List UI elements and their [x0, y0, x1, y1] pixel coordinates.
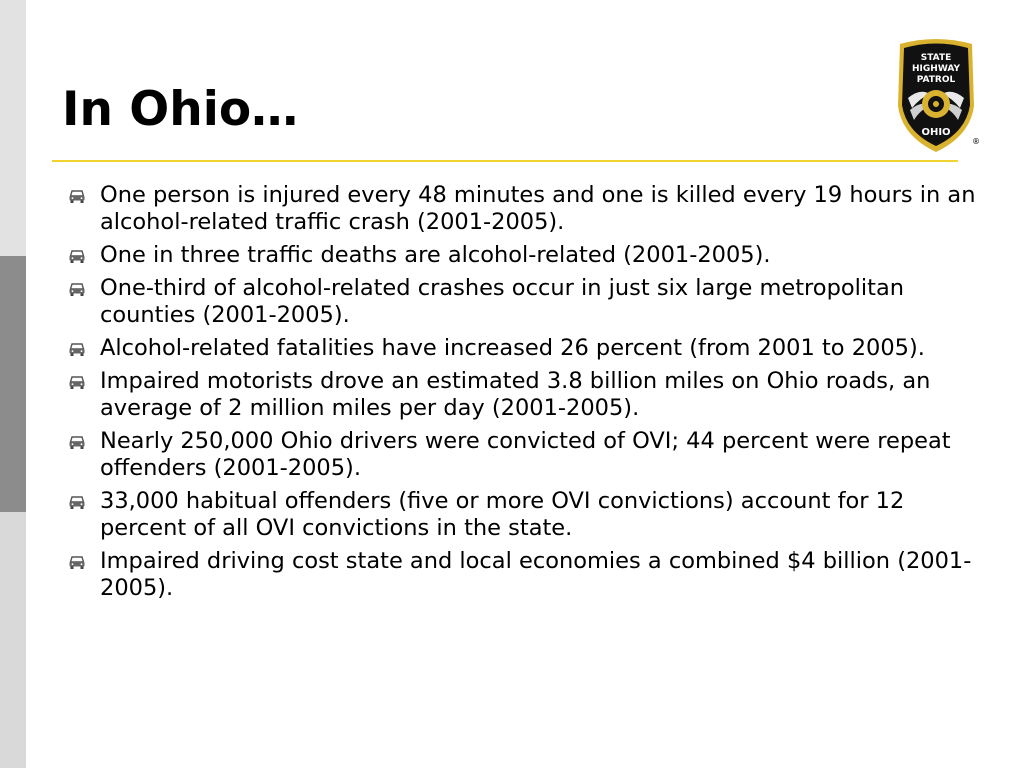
- bullet-text: One in three traffic deaths are alcohol-related (2001-2005).: [100, 242, 771, 268]
- bullet-item: [68, 488, 988, 542]
- bullet-item: [68, 275, 988, 329]
- bullet-text: One person is injured every 48 minutes and one is killed every 19 hours in an alcohol-related traffic crash (2001-2005).: [100, 182, 976, 235]
- title-underline: [52, 160, 958, 162]
- bullet-text: One-third of alcohol-related crashes occur in just six large metropolitan counties (2001-2005).: [100, 275, 904, 328]
- slide-title: In Ohio…: [62, 82, 299, 137]
- logo-line-4: OHIO: [921, 127, 951, 138]
- bullet-text: Alcohol-related fatalities have increased 26 percent (from 2001 to 2005).: [100, 335, 925, 361]
- bullet-list: [68, 182, 988, 608]
- logo-line-3: PATROL: [916, 75, 956, 85]
- highway-patrol-logo: [890, 36, 982, 158]
- side-bar-top: [0, 0, 26, 256]
- side-bar-middle: [0, 256, 26, 512]
- bullet-text: Nearly 250,000 Ohio drivers were convicted of OVI; 44 percent were repeat offenders (2001-2005).: [100, 428, 951, 481]
- registered-mark: ®: [972, 137, 980, 146]
- bullet-item: [68, 548, 988, 602]
- bullet-item: [68, 182, 988, 236]
- bullet-text: Impaired motorists drove an estimated 3.8 billion miles on Ohio roads, an average of 2 million miles per day (2001-2005).: [100, 368, 931, 421]
- bullet-item: [68, 335, 988, 362]
- bullet-item: [68, 368, 988, 422]
- bullet-item: [68, 242, 988, 269]
- bullet-text: Impaired driving cost state and local economies a combined $4 billion (2001-2005).: [100, 548, 972, 601]
- bullet-item: [68, 428, 988, 482]
- logo-line-2: HIGHWAY: [912, 64, 960, 74]
- side-bar-bottom: [0, 512, 26, 768]
- bullet-text: 33,000 habitual offenders (five or more OVI convictions) account for 12 percent of all OVI convictions in the state.: [100, 488, 905, 541]
- logo-line-1: STATE: [920, 53, 952, 63]
